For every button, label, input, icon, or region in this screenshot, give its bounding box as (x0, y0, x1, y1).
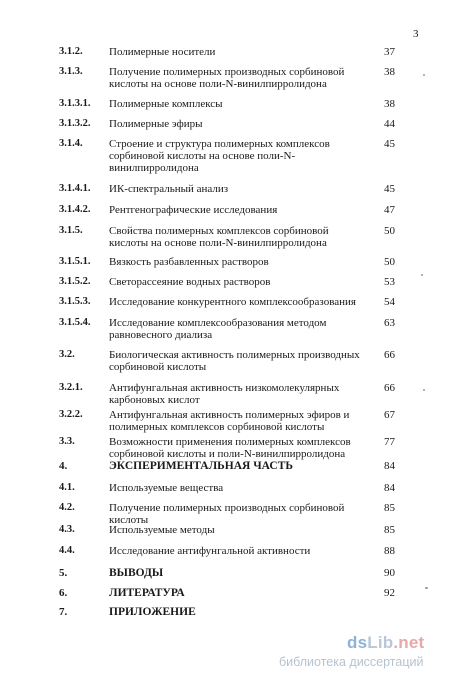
toc-entry-title: Полимерные эфиры (109, 118, 203, 130)
toc-entry-title: Светорассеяние водных растворов (109, 276, 271, 288)
toc-entry-page: 66 (384, 349, 395, 361)
toc-entry-title: Полимерные носители (109, 46, 216, 58)
toc-entry-number: 3.1.5.2. (59, 276, 91, 287)
toc-entry-number: 3.1.3.2. (59, 118, 91, 129)
watermark-logo (347, 633, 424, 653)
toc-entry-page: 38 (384, 66, 395, 78)
toc-entry-number: 4.1. (59, 482, 75, 493)
toc-entry-number: 4.3. (59, 524, 75, 535)
watermark-logo-ds: ds (347, 633, 368, 652)
toc-entry-page: 45 (384, 138, 395, 150)
toc-entry-title: Получение полимерных производных сорбиновой кислоты на основе поли-N-винилпирролидона (109, 66, 345, 90)
toc-entry-page: 84 (384, 482, 395, 494)
toc-entry-title: Антифунгальная активность полимерных эфиров и полимерных комплексов сорбиновой кислоты (109, 409, 350, 433)
toc-entry-page: 67 (384, 409, 395, 421)
toc-entry-number: 3.1.5.3. (59, 296, 91, 307)
toc-entry-number: 3.1.3.1. (59, 98, 91, 109)
toc-entry-page: 66 (384, 382, 395, 394)
toc-entry-page: 92 (384, 587, 395, 599)
toc-entry-number: 7. (59, 606, 68, 618)
toc-entry-page: 84 (384, 460, 395, 472)
toc-entry-page: 85 (384, 502, 395, 514)
toc-entry-title: Свойства полимерных комплексов сорбиновой кислоты на основе поли-N-винилпирролидона (109, 225, 329, 249)
toc-entry-number: 6. (59, 587, 68, 599)
scan-speck (421, 274, 423, 276)
toc-entry-title: Строение и структура полимерных комплексов сорбиновой кислоты на основе поли-N-винилпирролидона (109, 138, 330, 174)
toc-entry-page: 47 (384, 204, 395, 216)
toc-entry-number: 3.1.4.1. (59, 183, 91, 194)
toc-entry-title: Используемые методы (109, 524, 215, 536)
toc-entry-number: 3.1.2. (59, 46, 83, 57)
toc-entry-page: 90 (384, 567, 395, 579)
toc-entry-title: Исследование антифунгальной активности (109, 545, 311, 557)
toc-entry-page: 50 (384, 256, 395, 268)
toc-entry-title: Вязкость разбавленных растворов (109, 256, 269, 268)
toc-entry-title: ВЫВОДЫ (109, 567, 164, 579)
toc-entry-page: 50 (384, 225, 395, 237)
toc-entry-page: 37 (384, 46, 395, 58)
toc-entry-page: 38 (384, 98, 395, 110)
toc-entry-page: 63 (384, 317, 395, 329)
toc-entry-title: Возможности применения полимерных комплексов сорбиновой кислоты и поли-N-винилпирролидона (109, 436, 351, 460)
toc-entry-number: 3.2. (59, 349, 75, 360)
toc-entry-page: 53 (384, 276, 395, 288)
toc-entry-title: Исследование конкурентного комплексообразования (109, 296, 356, 308)
scan-speck (423, 74, 425, 76)
toc-entry-title: ПРИЛОЖЕНИЕ (109, 606, 196, 618)
page-number: 3 (413, 28, 419, 40)
watermark (275, 633, 445, 673)
toc-entry-number: 3.3. (59, 436, 75, 447)
watermark-logo-lib: Lib (367, 633, 394, 652)
toc-entry-number: 3.1.5. (59, 225, 83, 236)
toc-entry-page: 45 (384, 183, 395, 195)
toc-entry-page: 88 (384, 545, 395, 557)
toc-entry-number: 3.1.5.4. (59, 317, 91, 328)
toc-entry-title: Полимерные комплексы (109, 98, 223, 110)
toc-entry-number: 3.1.4. (59, 138, 83, 149)
watermark-subtitle: библиотека диссертаций (279, 655, 424, 669)
toc-entry-number: 4.2. (59, 502, 75, 513)
toc-entry-page: 77 (384, 436, 395, 448)
toc-entry-title: ИК-спектральный анализ (109, 183, 229, 195)
toc-entry-title: Получение полимерных производных сорбиновой кислоты (109, 502, 345, 526)
toc-entry-page: 54 (384, 296, 395, 308)
toc-entry-title: Антифунгальная активность низкомолекулярных карбоновых кислот (109, 382, 340, 406)
toc-entry-number: 4. (59, 460, 68, 472)
toc-entry-title: Биологическая активность полимерных производных сорбиновой кислоты (109, 349, 360, 373)
toc-entry-title: ЭКСПЕРИМЕНТАЛЬНАЯ ЧАСТЬ (109, 460, 293, 472)
toc-entry-title: Исследование комплексообразования методом равновесного диализа (109, 317, 327, 341)
toc-entry-page: 44 (384, 118, 395, 130)
toc-entry-number: 4.4. (59, 545, 75, 556)
toc-entry-number: 3.2.1. (59, 382, 83, 393)
toc-entry-number: 3.1.4.2. (59, 204, 91, 215)
toc-entry-title: Используемые вещества (109, 482, 224, 494)
watermark-logo-net: .net (393, 633, 425, 652)
toc-entry-number: 3.2.2. (59, 409, 83, 420)
toc-entry-number: 3.1.5.1. (59, 256, 91, 267)
toc-entry-title: Рентгенографические исследования (109, 204, 278, 216)
toc-entry-page: 85 (384, 524, 395, 536)
scan-speck (425, 587, 428, 589)
toc-entry-number: 5. (59, 567, 68, 579)
toc-entry-number: 3.1.3. (59, 66, 83, 77)
toc-entry-title: ЛИТЕРАТУРА (109, 587, 185, 599)
scan-speck (423, 389, 425, 391)
